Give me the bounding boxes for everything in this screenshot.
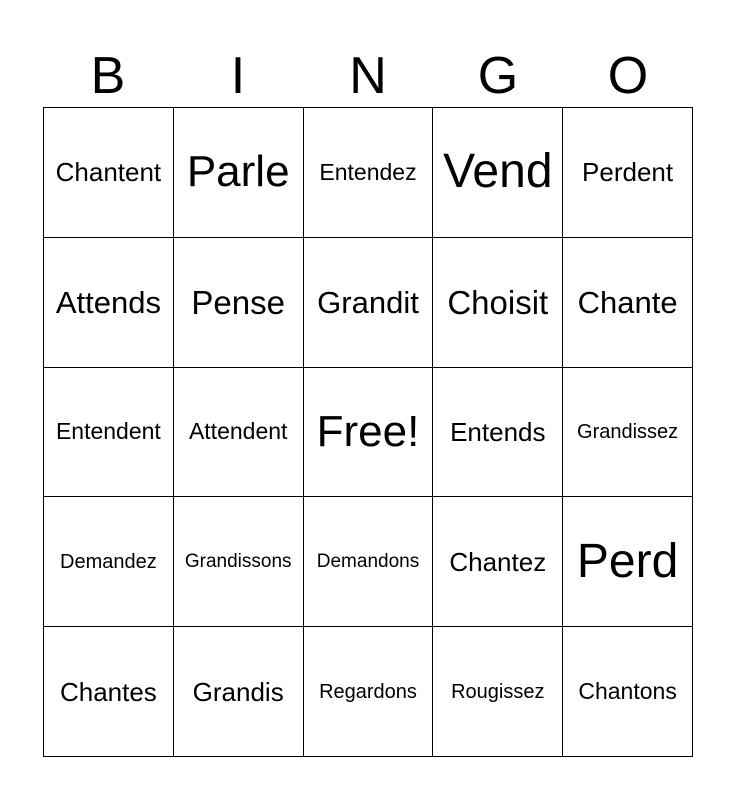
bingo-cell[interactable]: Entendent bbox=[44, 368, 174, 498]
bingo-cell[interactable]: Chante bbox=[563, 238, 693, 368]
bingo-cell[interactable]: Demandons bbox=[304, 497, 434, 627]
bingo-cell[interactable]: Chantons bbox=[563, 627, 693, 757]
bingo-cell[interactable]: Entendez bbox=[304, 108, 434, 238]
bingo-cell[interactable]: Grandit bbox=[304, 238, 434, 368]
header-letter-b: B bbox=[90, 47, 126, 105]
bingo-cell[interactable]: Chantes bbox=[44, 627, 174, 757]
bingo-cell[interactable]: Regardons bbox=[304, 627, 434, 757]
bingo-cell[interactable]: Attendent bbox=[174, 368, 304, 498]
bingo-cell[interactable]: Demandez bbox=[44, 497, 174, 627]
bingo-cell[interactable]: Attends bbox=[44, 238, 174, 368]
bingo-cell[interactable]: Grandis bbox=[174, 627, 304, 757]
bingo-cell[interactable]: Parle bbox=[174, 108, 304, 238]
header-letter-o: O bbox=[607, 47, 649, 105]
bingo-cell[interactable]: Pense bbox=[174, 238, 304, 368]
bingo-cell[interactable]: Chantez bbox=[433, 497, 563, 627]
bingo-cell[interactable]: Chantent bbox=[44, 108, 174, 238]
bingo-cell[interactable]: Vend bbox=[433, 108, 563, 238]
bingo-cell[interactable]: Grandissons bbox=[174, 497, 304, 627]
bingo-header bbox=[43, 45, 693, 107]
bingo-cell[interactable]: Rougissez bbox=[433, 627, 563, 757]
bingo-cell[interactable]: Grandissez bbox=[563, 368, 693, 498]
header-letter-n: N bbox=[349, 47, 387, 105]
bingo-cell[interactable]: Perdent bbox=[563, 108, 693, 238]
bingo-cell[interactable]: Perd bbox=[563, 497, 693, 627]
header-letter-i: I bbox=[230, 47, 246, 105]
header-letter-g: G bbox=[477, 47, 519, 105]
bingo-cell[interactable]: Choisit bbox=[433, 238, 563, 368]
free-space[interactable]: Free! bbox=[304, 368, 434, 498]
bingo-cell[interactable]: Entends bbox=[433, 368, 563, 498]
bingo-grid bbox=[43, 107, 693, 757]
